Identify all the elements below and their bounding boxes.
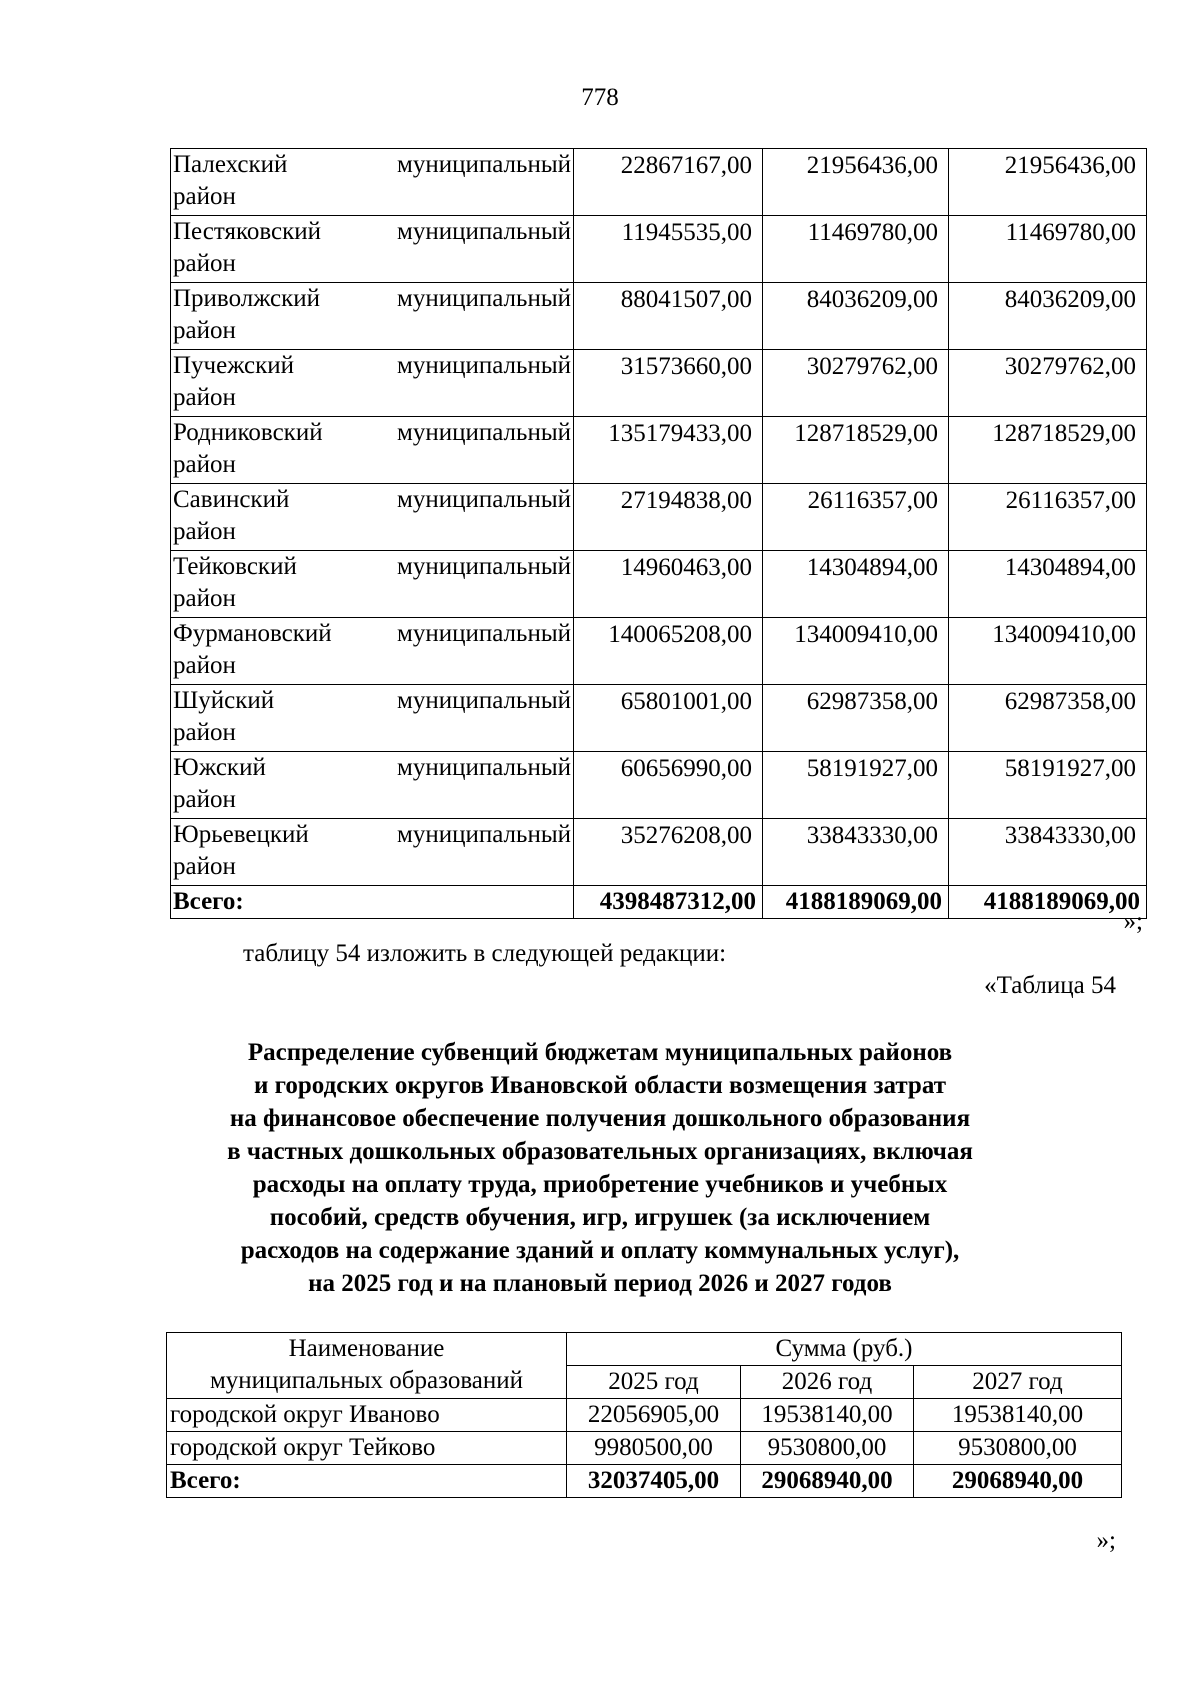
table-row — [171, 685, 1147, 752]
value-2026: 11469780,00 — [763, 216, 949, 283]
heading-line: на финансовое обеспечение получения дошкольного образования — [229, 1105, 971, 1132]
value-2026: 14304894,00 — [763, 551, 949, 618]
name-part2: муниципальный — [397, 620, 571, 647]
value-2025: 22056905,00 — [567, 1399, 741, 1432]
header-name-line2: муниципальных образований — [209, 1367, 524, 1394]
value-2025: 60656990,00 — [574, 752, 763, 819]
header-name-line1: Наименование — [288, 1335, 445, 1362]
value-2025: 22867167,00 — [574, 149, 763, 216]
name-part1: Пестяковский — [173, 218, 321, 245]
municipality-name: городской округ Тейково — [167, 1432, 567, 1465]
value-2026: 128718529,00 — [763, 417, 949, 484]
municipality-name: городской округ Иваново — [167, 1399, 567, 1432]
name-part1: Палехский — [173, 151, 288, 178]
name-part2: муниципальный — [397, 754, 571, 781]
closing-quote-2: »; — [1096, 1527, 1116, 1554]
heading-line: пособий, средств обучения, игр, игрушек (за исключением — [269, 1204, 931, 1231]
value-2026: 33843330,00 — [763, 819, 949, 886]
name-part2: муниципальный — [397, 553, 571, 580]
name-part1: Савинский — [173, 486, 290, 513]
table-row — [171, 618, 1147, 685]
municipality-name — [171, 685, 574, 752]
value-2025: 35276208,00 — [574, 819, 763, 886]
heading-line: расходов на содержание зданий и оплату коммунальных услуг), — [240, 1237, 960, 1264]
value-2027: 14304894,00 — [949, 551, 1147, 618]
name-part3: район — [173, 786, 236, 813]
value-2026: 19538140,00 — [741, 1399, 914, 1432]
name-part3: район — [173, 719, 236, 746]
name-part3: район — [173, 585, 236, 612]
value-2026: 9530800,00 — [741, 1432, 914, 1465]
table-row — [171, 417, 1147, 484]
value-2025: 31573660,00 — [574, 350, 763, 417]
value-2026: 84036209,00 — [763, 283, 949, 350]
value-2026: 30279762,00 — [763, 350, 949, 417]
value-2027: 26116357,00 — [949, 484, 1147, 551]
name-part2: муниципальный — [397, 218, 571, 245]
value-2025: 135179433,00 — [574, 417, 763, 484]
value-2027: 62987358,00 — [949, 685, 1147, 752]
table-row — [171, 551, 1147, 618]
name-part1: Фурмановский — [173, 620, 332, 647]
total-row — [167, 1465, 1122, 1498]
value-2026: 58191927,00 — [763, 752, 949, 819]
total-label: Всего: — [167, 1465, 567, 1498]
name-part3: район — [173, 652, 236, 679]
municipality-name — [171, 484, 574, 551]
total-2025: 32037405,00 — [567, 1465, 741, 1498]
name-part1: Родниковский — [173, 419, 323, 446]
value-2027: 134009410,00 — [949, 618, 1147, 685]
table-row — [171, 216, 1147, 283]
municipality-name — [171, 752, 574, 819]
value-2026: 21956436,00 — [763, 149, 949, 216]
subvention-table-continued — [170, 148, 1147, 919]
name-part3: район — [173, 183, 236, 210]
value-2027: 58191927,00 — [949, 752, 1147, 819]
name-part3: район — [173, 853, 236, 880]
name-part2: муниципальный — [397, 486, 571, 513]
municipality-name — [171, 350, 574, 417]
value-2027: 19538140,00 — [914, 1399, 1122, 1432]
total-row — [171, 886, 1147, 919]
instruction-text: таблицу 54 изложить в следующей редакции: — [243, 940, 727, 967]
heading-line: в частных дошкольных образовательных организациях, включая — [227, 1138, 973, 1165]
value-2026: 62987358,00 — [763, 685, 949, 752]
name-part1: Приволжский — [173, 285, 321, 312]
name-part2: муниципальный — [397, 352, 571, 379]
name-part3: район — [173, 451, 236, 478]
value-2025: 14960463,00 — [574, 551, 763, 618]
name-part2: муниципальный — [397, 687, 571, 714]
header-year-2027: 2027 год — [914, 1366, 1122, 1399]
table-row — [171, 752, 1147, 819]
value-2027: 33843330,00 — [949, 819, 1147, 886]
header-sum: Сумма (руб.) — [567, 1333, 1122, 1366]
closing-quote: »; — [1123, 908, 1143, 935]
value-2027: 9530800,00 — [914, 1432, 1122, 1465]
table-heading — [0, 1036, 1200, 1300]
table-row — [167, 1432, 1122, 1465]
name-part2: муниципальный — [397, 419, 571, 446]
name-part3: район — [173, 518, 236, 545]
value-2026: 26116357,00 — [763, 484, 949, 551]
name-part2: муниципальный — [397, 151, 571, 178]
name-part2: муниципальный — [397, 285, 571, 312]
total-2026: 29068940,00 — [741, 1465, 914, 1498]
table-row — [171, 149, 1147, 216]
table-row — [171, 484, 1147, 551]
heading-line: и городских округов Ивановской области возмещения затрат — [254, 1072, 946, 1099]
name-part2: муниципальный — [397, 821, 571, 848]
name-part1: Тейковский — [173, 553, 297, 580]
header-year-2025: 2025 год — [567, 1366, 741, 1399]
name-part1: Шуйский — [173, 687, 275, 714]
municipality-name — [171, 149, 574, 216]
value-2025: 27194838,00 — [574, 484, 763, 551]
name-part3: район — [173, 317, 236, 344]
value-2025: 65801001,00 — [574, 685, 763, 752]
value-2027: 11469780,00 — [949, 216, 1147, 283]
table-label: «Таблица 54 — [984, 972, 1116, 999]
name-part3: район — [173, 384, 236, 411]
value-2027: 30279762,00 — [949, 350, 1147, 417]
total-2027: 29068940,00 — [914, 1465, 1122, 1498]
value-2026: 134009410,00 — [763, 618, 949, 685]
municipality-name — [171, 283, 574, 350]
value-2027: 84036209,00 — [949, 283, 1147, 350]
total-2025: 4398487312,00 — [574, 886, 763, 919]
heading-line: расходы на оплату труда, приобретение учебников и учебных — [252, 1171, 948, 1198]
header-row — [167, 1333, 1122, 1366]
table-row — [167, 1399, 1122, 1432]
heading-line: на 2025 год и на плановый период 2026 и 2027 годов — [308, 1270, 892, 1297]
table-row — [171, 283, 1147, 350]
municipality-name — [171, 618, 574, 685]
value-2027: 128718529,00 — [949, 417, 1147, 484]
value-2025: 9980500,00 — [567, 1432, 741, 1465]
value-2027: 21956436,00 — [949, 149, 1147, 216]
header-year-2026: 2026 год — [741, 1366, 914, 1399]
name-part1: Пучежский — [173, 352, 295, 379]
municipality-name — [171, 819, 574, 886]
total-label: Всего: — [171, 886, 574, 919]
value-2025: 140065208,00 — [574, 618, 763, 685]
value-2025: 11945535,00 — [574, 216, 763, 283]
heading-line: Распределение субвенций бюджетам муниципальных районов — [247, 1039, 953, 1066]
municipality-name — [171, 551, 574, 618]
name-part1: Южский — [173, 754, 266, 781]
name-part1: Юрьевецкий — [173, 821, 309, 848]
name-part3: район — [173, 250, 236, 277]
value-2025: 88041507,00 — [574, 283, 763, 350]
total-2027: 4188189069,00 — [949, 886, 1147, 919]
municipality-name — [171, 216, 574, 283]
header-name-cell — [167, 1333, 567, 1399]
table-row — [171, 350, 1147, 417]
municipality-name — [171, 417, 574, 484]
total-2026: 4188189069,00 — [763, 886, 949, 919]
subvention-table-54 — [166, 1332, 1122, 1498]
table-row — [171, 819, 1147, 886]
page-number: 778 — [581, 84, 619, 111]
